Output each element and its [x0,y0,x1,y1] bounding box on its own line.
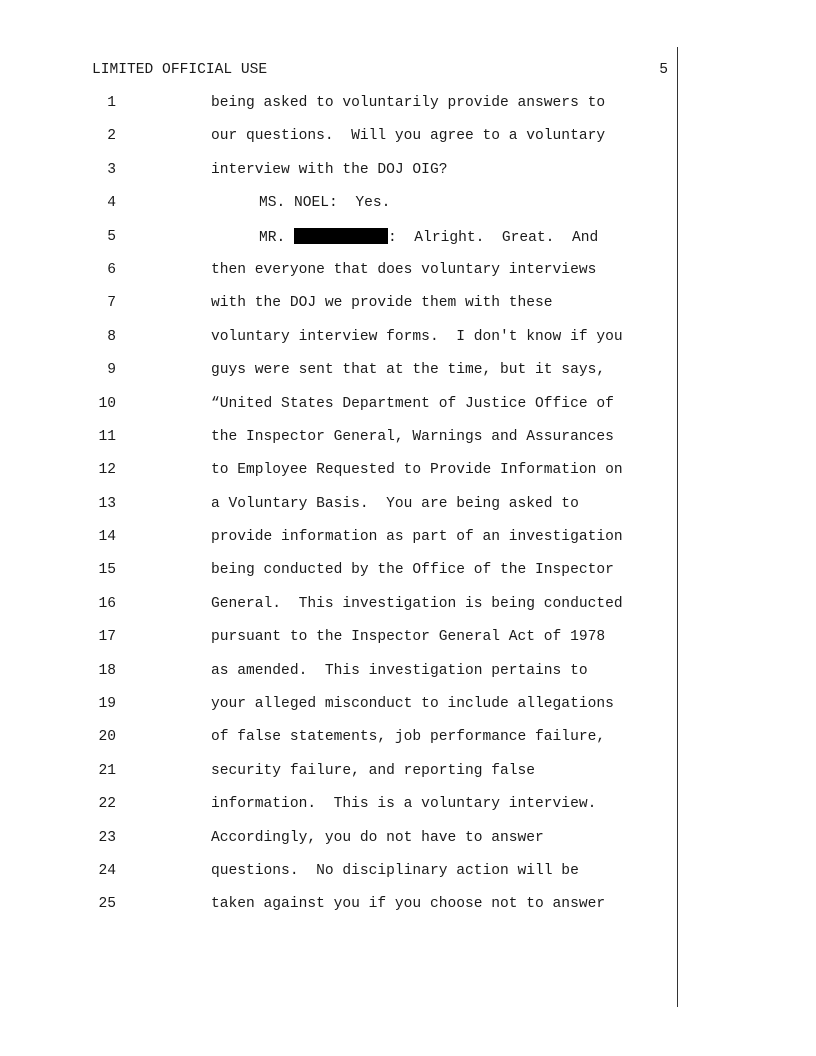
line-text: interview with the DOJ OIG? [211,161,448,178]
line-number: 10 [98,395,116,412]
transcript-line [0,829,816,862]
line-number: 22 [98,796,116,813]
transcript-line [0,328,816,361]
line-text: questions. No disciplinary action will be [211,862,579,879]
transcript-line [0,895,816,928]
transcript-line [0,662,816,695]
line-number: 23 [98,829,116,846]
line-text: then everyone that does voluntary interviews [211,261,597,278]
line-number: 7 [107,295,116,312]
speaker-line-text: MS. NOEL: Yes. [259,195,391,212]
line-number: 11 [98,428,116,445]
transcript-line [0,728,816,761]
line-text: being conducted by the Office of the Inspector [211,562,614,579]
line-text: information. This is a voluntary interview. [211,796,597,813]
speaker-line-text [259,228,598,247]
transcript-line [0,461,816,494]
line-text: being asked to voluntarily provide answers to [211,95,606,111]
transcript-line [0,528,816,561]
line-text: with the DOJ we provide them with these [211,295,553,312]
line-number: 19 [98,696,116,713]
transcript-line [0,428,816,461]
transcript-line [0,94,816,127]
line-text: as amended. This investigation pertains to [211,662,588,679]
line-text: General. This investigation is being conducted [211,595,623,612]
redaction-block [294,228,388,244]
line-text: “United States Department of Justice Office of [211,395,614,412]
line-number: 18 [98,662,116,679]
transcript-line [0,361,816,394]
line-text: your alleged misconduct to include allegations [211,696,614,713]
line-number: 21 [98,762,116,779]
line-number: 1 [107,95,116,111]
line-text: our questions. Will you agree to a voluntary [211,128,606,145]
transcript-line [0,695,816,728]
line-number: 3 [107,161,116,178]
line-number: 6 [107,261,116,278]
speaker-prefix: MR. [259,229,295,246]
line-text: a Voluntary Basis. You are being asked to [211,495,579,512]
line-number: 25 [98,896,116,913]
line-number: 8 [107,328,116,345]
line-text: taken against you if you choose not to answer [211,896,606,913]
line-number: 24 [98,862,116,879]
line-number: 13 [98,495,116,512]
line-text: of false statements, job performance failure, [211,729,606,746]
line-text: Accordingly, you do not have to answer [211,829,544,846]
transcript-line [0,294,816,327]
line-number: 4 [107,195,116,212]
transcript-line [0,194,816,227]
transcript-lines [0,94,816,929]
line-text: guys were sent that at the time, but it says, [211,362,606,379]
line-text: to Employee Requested to Provide Information on [211,462,623,479]
transcript-line [0,127,816,160]
transcript-line [0,862,816,895]
line-text-after-redaction: : Alright. Great. And [388,229,599,246]
transcript-line [0,395,816,428]
transcript-line [0,561,816,594]
transcript-line [0,795,816,828]
line-text: the Inspector General, Warnings and Assurances [211,428,614,445]
line-number: 15 [98,562,116,579]
line-text: voluntary interview forms. I don't know if you [211,328,623,345]
line-number: 12 [98,462,116,479]
line-number: 5 [107,228,116,245]
line-number: 2 [107,128,116,145]
line-number: 16 [98,595,116,612]
page-number: 5 [659,62,668,78]
line-number: 9 [107,362,116,379]
line-number: 17 [98,629,116,646]
line-number: 20 [98,729,116,746]
transcript-line [0,595,816,628]
transcript-line [0,228,816,261]
classification-header: LIMITED OFFICIAL USE [92,62,268,78]
line-text: provide information as part of an investigation [211,529,623,546]
transcript-line [0,161,816,194]
line-number: 14 [98,529,116,546]
line-text: pursuant to the Inspector General Act of 1978 [211,629,606,646]
transcript-line [0,495,816,528]
transcript-line [0,628,816,661]
line-text: security failure, and reporting false [211,762,536,779]
transcript-line [0,762,816,795]
transcript-line [0,261,816,294]
